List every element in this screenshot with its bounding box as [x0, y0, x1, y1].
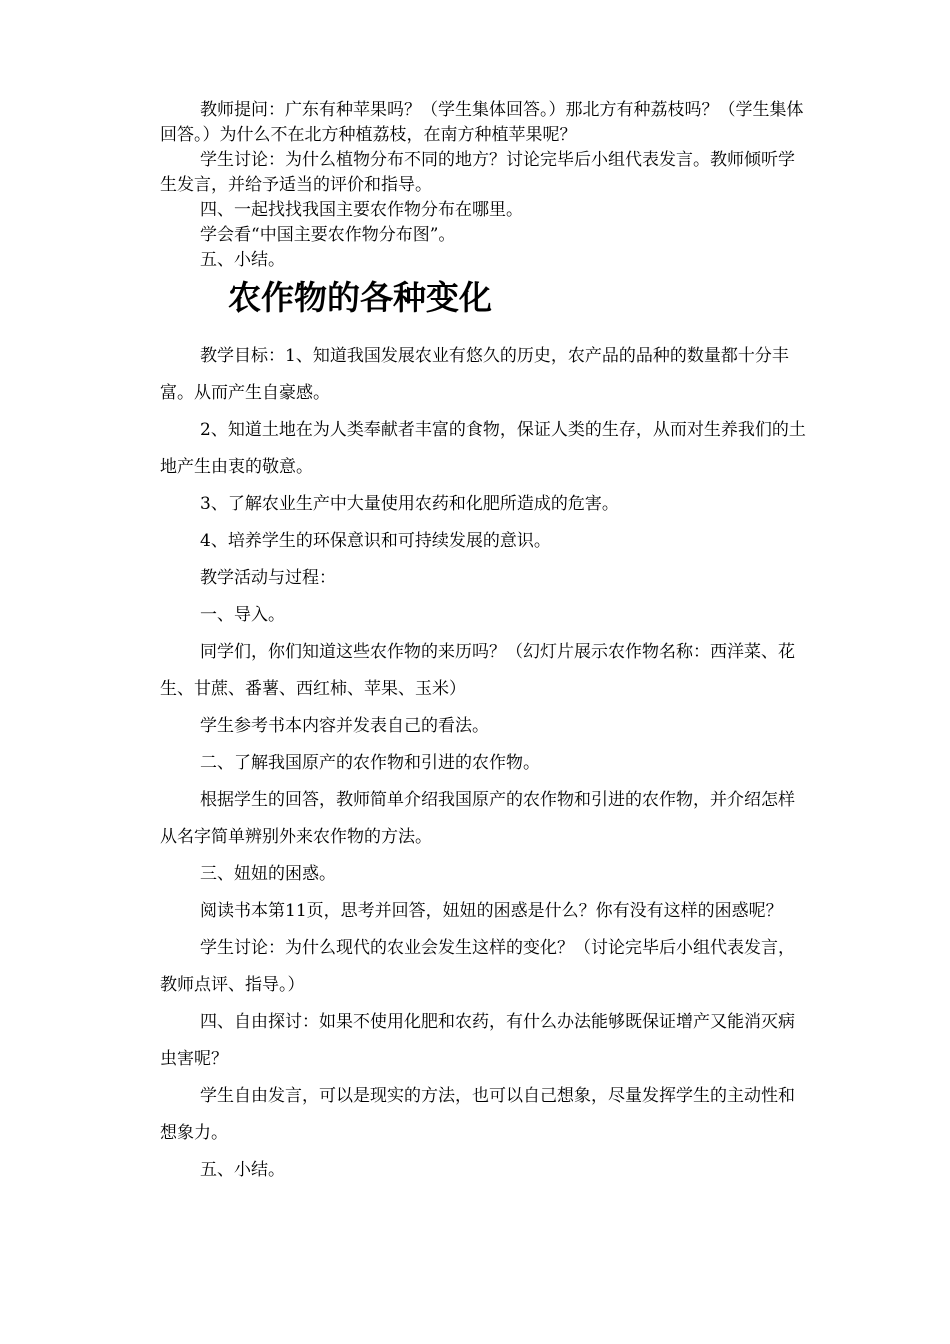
paragraph-step-four-free: 四、自由探讨：如果不使用化肥和农药，有什么办法能够既保证增产又能消灭病虫害呢？ [160, 1012, 795, 1069]
paragraph-step-four: 四、一起找找我国主要农作物分布在哪里。 [200, 200, 523, 220]
paragraph-free-speech: 学生自由发言，可以是现实的方法，也可以自己想象，尽量发挥学生的主动性和想象力。 [160, 1086, 795, 1143]
paragraph-step-three: 三、妞妞的困惑。 [200, 864, 336, 884]
paragraph-teacher-intro: 根据学生的回答，教师简单介绍我国原产的农作物和引进的农作物，并介绍怎样从名字简单辨别外来农作物的方法。 [160, 790, 795, 847]
paragraph-teacher-question: 教师提问：广东有种苹果吗？（学生集体回答。）那北方有种荔枝吗？（学生集体回答。）为什么不在北方种植荔枝，在南方种植苹果呢？ [160, 100, 804, 145]
paragraph-reading-task: 阅读书本第11页，思考并回答，妞妞的困惑是什么？你有没有这样的困惑呢？ [200, 901, 783, 921]
paragraph-objective-1: 教学目标：1、知道我国发展农业有悠久的历史，农产品的品种的数量都十分丰富。从而产生自豪感。 [160, 346, 789, 403]
paragraph-student-views: 学生参考书本内容并发表自己的看法。 [200, 716, 489, 736]
paragraph-read-map: 学会看“中国主要农作物分布图”。 [200, 225, 456, 245]
top-section [160, 98, 810, 273]
paragraph-process-heading: 教学活动与过程： [200, 568, 336, 588]
paragraph-objective-4: 4、培养学生的环保意识和可持续发展的意识。 [200, 531, 551, 551]
main-section [160, 338, 810, 1189]
page-title: 农作物的各种变化 [228, 278, 492, 317]
paragraph-summary-end: 五、小结。 [200, 1160, 285, 1180]
paragraph-crop-origins: 同学们，你们知道这些农作物的来历吗？（幻灯片展示农作物名称：西洋菜、花生、甘蔗、番薯、西红柿、苹果、玉米） [160, 642, 795, 699]
paragraph-summary: 五、小结。 [200, 250, 285, 270]
paragraph-objective-2: 2、知道土地在为人类奉献者丰富的食物，保证人类的生存，从而对生养我们的土地产生由衷的敬意。 [160, 420, 806, 477]
paragraph-step-two: 二、了解我国原产的农作物和引进的农作物。 [200, 753, 540, 773]
paragraph-discussion: 学生讨论：为什么现代的农业会发生这样的变化？（讨论完毕后小组代表发言，教师点评、指导。） [160, 938, 795, 995]
paragraph-objective-3: 3、了解农业生产中大量使用农药和化肥所造成的危害。 [200, 494, 619, 514]
paragraph-step-one: 一、导入。 [200, 605, 285, 625]
paragraph-student-discussion: 学生讨论：为什么植物分布不同的地方？讨论完毕后小组代表发言。教师倾听学生发言，并给予适当的评价和指导。 [160, 150, 795, 195]
